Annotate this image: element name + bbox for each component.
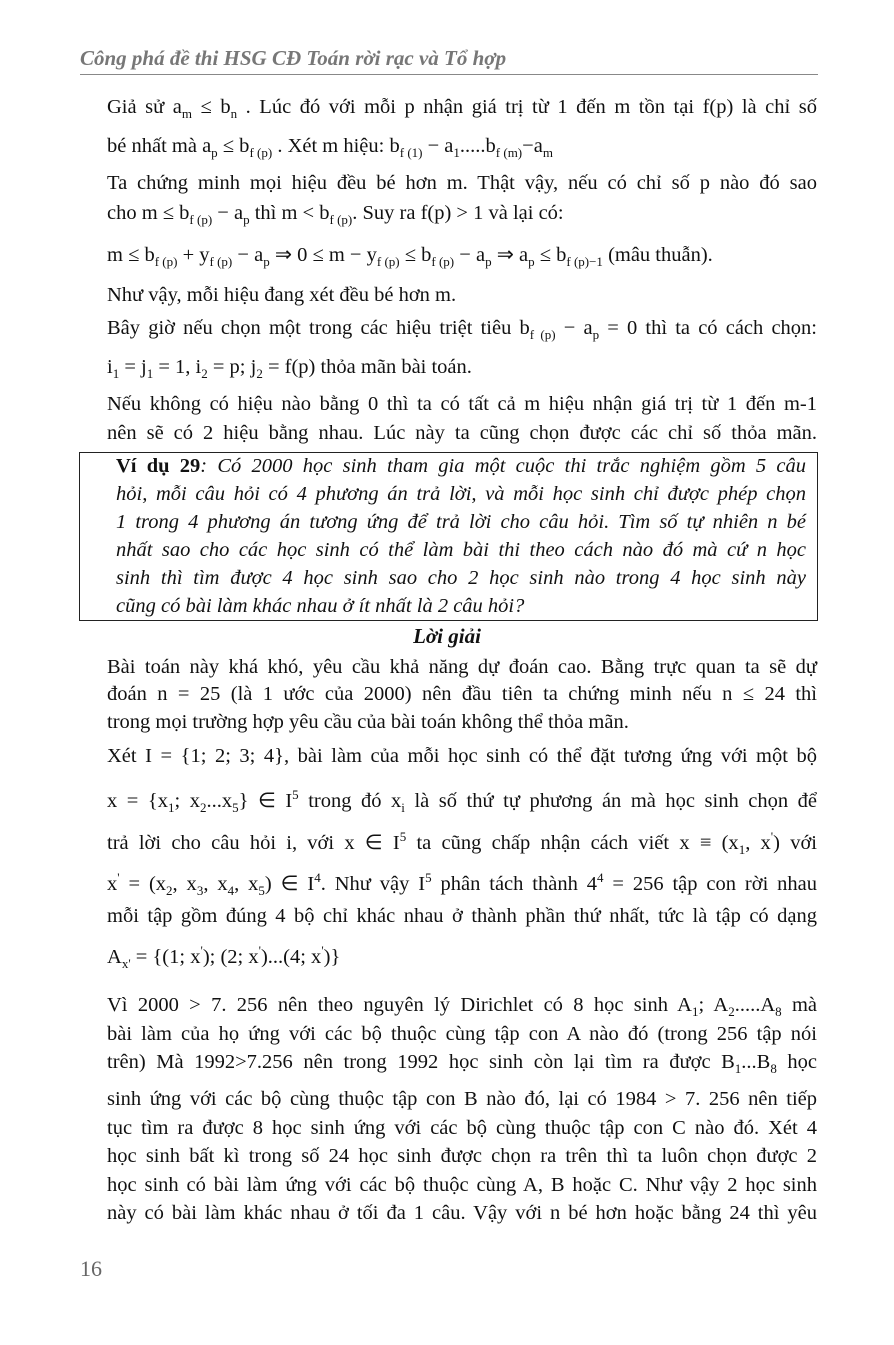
text-line: hỏi, mỗi câu hỏi có 4 phương án trả lời, và mỗi học sinh chỉ được phép chọn	[116, 483, 806, 505]
text-line: trên) Mà 1992>7.256 nên trong 1992 học sinh còn lại tìm ra được $B_1...B_8$ học	[107, 1051, 817, 1076]
text-line: Vì 2000 > 7. 256 nên theo nguyên lý Dirichlet có 8 học $\sinh A_1$; $A_2.....A_8$ mà	[107, 994, 818, 1019]
text-line: $x' = (x_2$, $x_3$, $x_4$, $x_5$) ∈ $I^4$. Như vậy $I^5$ phân tách thành $4^4 = 256$ tập con rời nhau	[107, 870, 818, 898]
text-line: Xét I = {1; 2; 3; 4}, bài làm của mỗi học sinh có thể đặt tương ứng với một bộ	[107, 745, 817, 767]
header-rule	[80, 74, 818, 75]
text-line: cũng có bài làm khác nhau ở ít nhất là 2 câu hỏi?	[116, 595, 525, 617]
text-line: trong mọi trường hợp yêu cầu của bài toán không thể thỏa mãn.	[107, 711, 629, 733]
text-line: này có bài làm khác nhau ở tối đa 1 câu. Vậy với n bé hơn hoặc bằng 24 thì yêu	[107, 1202, 817, 1224]
text-line: bài làm của họ ứng với các bộ thuộc cùng tập con A nào đó (trong 256 tập nói	[107, 1023, 817, 1045]
text-line: $x = \{x_1$; $x_2...x_5$} ∈ $I^5$ trong đó $x_i$ là số thứ tự phương án mà học sinh chọn để	[107, 787, 817, 815]
text-line: nhất sao cho các học sinh có thể làm bài thi theo cách nào đó mà cứ n học	[116, 539, 806, 561]
text-line: sinh ứng với các bộ cùng thuộc tập con B nào đó, lại có 1984 > 7. 256 nên tiếp	[107, 1088, 817, 1110]
text-line: nên sẽ có 2 hiệu bằng nhau. Lúc này ta cũng chọn được các chỉ số thỏa mãn.	[107, 422, 817, 444]
text-line: sinh thì tìm được 4 học sinh sao cho 2 học sinh nào trong 4 học sinh này	[116, 567, 806, 589]
text-line: Bài toán này khá khó, yêu cầu khả năng dự đoán cao. Bằng trực quan ta sẽ dự	[107, 656, 817, 678]
text-line: bé nhất mà $a_p \le b_{f (p)}$ . Xét m hiệu: $b_{f (1)} - a_1.....b_{f (m)}-a_m$	[107, 135, 553, 160]
text-line: đoán n = 25 (là 1 ước của 2000) nên đầu tiên ta chứng minh nếu n ≤ 24 thì	[107, 683, 817, 705]
text-line: Ta chứng minh mọi hiệu đều bé hơn m. Thật vậy, nếu có chỉ số p nào đó sao	[107, 172, 817, 194]
text-line: $A_{x'} = \{(1$; x'); (2; x')...(4; x')}	[107, 943, 341, 971]
text-line: trả lời cho câu hỏi i, với x ∈ $I^5$ ta cũng chấp nhận cách viết $x \equiv (x_1$, x') với	[107, 829, 817, 857]
text-line: học sinh có bài làm ứng với các bộ thuộc cùng A, B hoặc C. Như vậy 2 học sinh	[107, 1174, 817, 1196]
text-line: cho $m \le b_{f (p)} - a_p$ thì $m < b_{f (p)}$. Suy ra f(p) > 1 và lại có:	[107, 202, 564, 227]
text-line: 1 trong 4 phương án tương ứng để trả lời cho câu hỏi. Tìm số tự nhiên n bé	[116, 511, 806, 533]
running-header: Công phá đề thi HSG CĐ Toán rời rạc và Tổ hợp	[80, 46, 507, 70]
text-line: Như vậy, mỗi hiệu đang xét đều bé hơn m.	[107, 284, 457, 306]
text-line: mỗi tập gồm đúng 4 bộ chỉ khác nhau ở thành phần thứ nhất, tức là tập có dạng	[107, 905, 817, 927]
text-line: $m \le b_{f (p)} + y_{f (p)} - a_p$ ⇒ $0 \le m - y_{f (p)} \le b_{f (p)} - a_p$ ⇒ $a_p \le b_{f (p)-1}$ (mâu thuẫn).	[107, 244, 713, 269]
text-line: học sinh bất kì trong số 24 học sinh được chọn ra trên thì ta luôn chọn được 2	[107, 1145, 817, 1167]
text-line: $i_1 = j_1 = 1$, $i_2 = p$; $j_2 = f(p)$ thỏa mãn bài toán.	[107, 356, 472, 381]
text-line: Nếu không có hiệu nào bằng 0 thì ta có tất cả m hiệu nhận giá trị từ 1 đến m-1	[107, 393, 817, 415]
text-line: Bây giờ nếu chọn một trong các hiệu triệt tiêu $b_{f (p)} - a_p = 0$ thì ta có cách chọn:	[107, 317, 817, 342]
solution-title: Lời giải	[413, 624, 481, 648]
text-line: Giả sử $a_m \le b_n$ . Lúc đó với mỗi p nhận giá trị từ 1 đến m tồn tại f(p) là chỉ số	[107, 96, 817, 121]
text-line: Ví dụ 29: Có 2000 học sinh tham gia một cuộc thi trắc nghiệm gồm 5 câu	[116, 455, 806, 477]
page-number: 16	[80, 1256, 102, 1281]
text-line: tục tìm ra được 8 học sinh ứng với các bộ cùng thuộc tập con C nào đó. Xét 4	[107, 1117, 817, 1139]
